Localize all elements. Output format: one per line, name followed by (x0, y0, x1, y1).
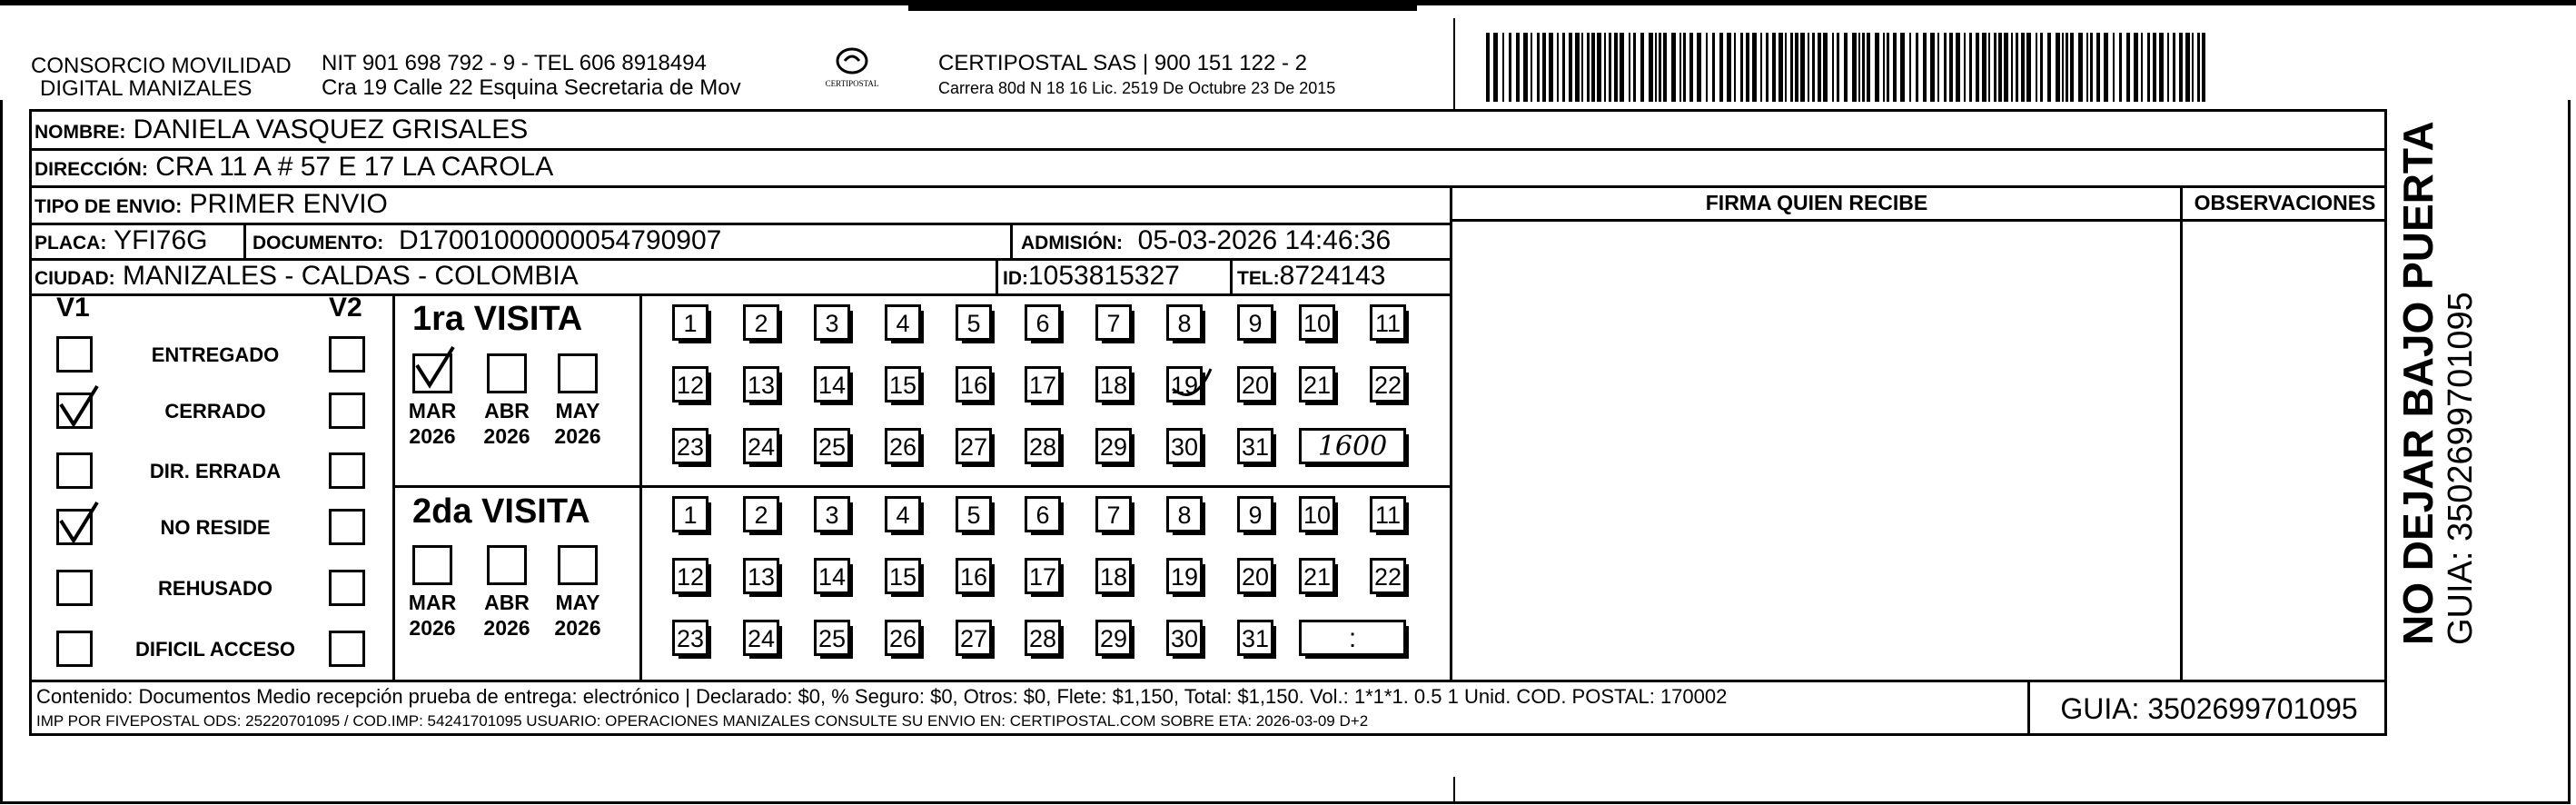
barcode-bar (1909, 33, 1911, 102)
day-box[interactable]: 21 (1299, 558, 1335, 594)
day-box[interactable]: 21 (1299, 366, 1335, 402)
day-box[interactable]: 28 (1025, 620, 1061, 656)
barcode-bar (1649, 33, 1653, 102)
barcode-bar (1862, 33, 1865, 102)
barcode-bar (1976, 33, 1979, 102)
barcode-bar (2090, 33, 2093, 102)
divider-guia-box (2027, 680, 2030, 736)
month-label: ABR (484, 399, 530, 422)
barcode-bar (1887, 33, 1889, 102)
barcode-bar (2086, 33, 2088, 102)
barcode-bar (1988, 33, 1990, 102)
barcode-bar (1746, 33, 1749, 102)
barcode-bar (1795, 33, 1798, 102)
day-box[interactable]: 25 (814, 428, 850, 464)
barcode-bar (1964, 33, 1966, 102)
time-box[interactable]: 1600 (1299, 428, 1406, 464)
divider-obs (2180, 185, 2183, 681)
v2-label: V2 (329, 293, 362, 323)
day-box[interactable]: 8 (1166, 496, 1203, 532)
v2-checkbox[interactable] (329, 631, 365, 667)
barcode-bar (1900, 33, 1905, 102)
barcode-bar (2173, 33, 2175, 102)
barcode-bar (1837, 33, 1839, 102)
v2-checkbox[interactable] (329, 393, 365, 429)
barcode-bar (1734, 33, 1736, 102)
divider-visits (392, 485, 1451, 488)
barcode-bar (1727, 33, 1731, 102)
barcode-bar (2185, 33, 2190, 102)
divider-left-right (1450, 185, 1452, 681)
year-label: 2026 (409, 616, 456, 640)
direccion-value: CRA 11 A # 57 E 17 LA CAROLA (155, 152, 554, 182)
barcode-bar (1956, 33, 1960, 102)
month-label: MAR (408, 399, 457, 422)
company-name: CONSORCIO MOVILIDAD DIGITAL MANIZALES (31, 54, 292, 101)
barcode-bar (2021, 33, 2025, 102)
day-box[interactable]: 17 (1025, 558, 1061, 594)
day-box[interactable]: 14 (814, 558, 850, 594)
barcode-bar (1893, 33, 1897, 102)
barcode-bar (1923, 33, 1927, 102)
day-box[interactable]: 19 (1166, 558, 1203, 594)
year-label: 2026 (409, 424, 456, 448)
day-box[interactable]: 7 (1095, 496, 1132, 532)
barcode-bar (1937, 33, 1939, 102)
day-box[interactable]: 11 (1370, 496, 1406, 532)
barcode-bar (2126, 33, 2130, 102)
status-option-label: NO RESIDE (160, 516, 271, 539)
fold-line (1453, 18, 1455, 109)
barcode-bar (1883, 33, 1885, 102)
barcode-bar (1790, 33, 1793, 102)
day-box[interactable]: 26 (885, 428, 921, 464)
divider-placa-doc (243, 223, 246, 258)
barcode-bar (2153, 33, 2156, 102)
barcode-bar (1752, 33, 1757, 102)
v1-checkbox[interactable] (56, 336, 93, 373)
day-box[interactable]: 22 (1370, 558, 1406, 594)
v2-checkbox[interactable] (329, 570, 365, 606)
barcode-bar (1818, 33, 1821, 102)
day-box[interactable]: 27 (956, 620, 992, 656)
barcode-bar (1916, 33, 1918, 102)
month-label: MAY (555, 591, 600, 614)
barcode-bar (2062, 33, 2064, 102)
barcode-bar (2202, 33, 2205, 102)
divider-ciudad-id (996, 258, 998, 293)
barcode-bar (1629, 33, 1630, 102)
barcode-bar (1949, 33, 1953, 102)
barcode-bar (1633, 33, 1636, 102)
month-label: ABR (484, 591, 530, 614)
month-checkbox[interactable] (558, 545, 598, 585)
day-box[interactable]: 10 (1299, 496, 1335, 532)
barcode-bar (1620, 33, 1624, 102)
nit-tel: NIT 901 698 792 - 9 - TEL 606 8918494 (322, 51, 707, 75)
barcode-bar (1671, 33, 1676, 102)
year-label: 2026 (483, 424, 530, 448)
year-label: 2026 (554, 424, 601, 448)
barcode-bar (1523, 33, 1528, 102)
status-option-label: ENTREGADO (151, 343, 280, 366)
day-box[interactable]: 23 (672, 428, 708, 464)
year-label: 2026 (483, 616, 530, 640)
barcode-bar (1609, 33, 1611, 102)
day-box[interactable]: 1 (672, 496, 708, 532)
day-box[interactable]: 3 (814, 496, 850, 532)
barcode-bar (2056, 33, 2060, 102)
barcode-bar (1486, 33, 1490, 102)
row-tipo: TIPO DE ENVIO: PRIMER ENVIO (35, 189, 388, 219)
status-option-label: CERRADO (164, 400, 266, 422)
line-firma-head (1451, 219, 2387, 222)
year-label: 2026 (554, 616, 601, 640)
footer-contenido: Contenido: Documentos Medio recepción prueba de entrega: electrónico | Declarado: $0, % Seguro: $0, Otros: $0, Flete: $1,150, Total: $1,150. Vol.: 1*1*1. 0.5 1 Unid. COD. POSTAL: 170002 (36, 685, 1728, 708)
barcode-bar (2036, 33, 2037, 102)
barcode-bar (1930, 33, 1935, 102)
barcode-bar (2134, 33, 2138, 102)
day-box[interactable]: 20 (1237, 558, 1273, 594)
id-cell: ID:1053815327 (1003, 261, 1180, 291)
placa-cell: PLACA: YFI76G (35, 225, 208, 255)
barcode-bar (1740, 33, 1743, 102)
day-box[interactable]: 22 (1370, 366, 1406, 402)
barcode-bar (1697, 33, 1701, 102)
day-box[interactable]: 7 (1095, 304, 1132, 341)
barcode-bar (1844, 33, 1848, 102)
barcode-bar (1706, 33, 1708, 102)
barcode-bar (1852, 33, 1857, 102)
barcode-bar (1760, 33, 1762, 102)
barcode-bar (1982, 33, 1986, 102)
day-box[interactable]: 17 (1025, 366, 1061, 402)
certipostal-address: Carrera 80d N 18 16 Lic. 2519 De Octubre 23 De 2015 (938, 79, 1336, 97)
barcode-bar (2026, 33, 2031, 102)
ciudad-value: MANIZALES - CALDAS - COLOMBIA (123, 261, 579, 291)
firma-label: FIRMA QUIEN RECIBE (1705, 191, 1928, 214)
barcode-bar (1614, 33, 1618, 102)
barcode-bar (1858, 33, 1860, 102)
admision-cell: ADMISIÓN: 05-03-2026 14:46:36 (1021, 225, 1392, 255)
barcode-bar (2078, 33, 2083, 102)
tel-cell: TEL:8724143 (1237, 261, 1386, 291)
day-box[interactable]: 8 (1166, 304, 1203, 341)
barcode-bar (2197, 33, 2200, 102)
barcode-bar (1679, 33, 1681, 102)
barcode-bar (1712, 33, 1715, 102)
day-box[interactable]: 24 (743, 428, 779, 464)
second-visit-label: 2da VISITA (412, 492, 590, 531)
barcode-bar (1509, 33, 1511, 102)
barcode-bar (2104, 33, 2108, 102)
status-option-label: DIFICIL ACCESO (134, 638, 295, 661)
day-box[interactable]: 3 (814, 304, 850, 341)
nombre-value: DANIELA VASQUEZ GRISALES (133, 114, 529, 144)
v1-checkbox-checked[interactable] (56, 393, 93, 429)
day-box[interactable]: 25 (814, 620, 850, 656)
logo-icon (834, 47, 870, 75)
barcode-bar (2070, 33, 2074, 102)
month-checkbox[interactable] (558, 353, 598, 393)
day-box[interactable]: 26 (885, 620, 921, 656)
day-box[interactable]: 15 (885, 558, 921, 594)
barcode-bar (2016, 33, 2018, 102)
barcode-bar (2167, 33, 2169, 102)
line-nombre (29, 148, 2387, 151)
barcode-bar (1640, 33, 1644, 102)
day-box[interactable]: 18 (1095, 366, 1132, 402)
day-box[interactable]: 15 (885, 366, 921, 402)
day-box[interactable]: 12 (672, 366, 708, 402)
barcode-bar (1766, 33, 1769, 102)
v1-checkbox[interactable] (56, 570, 93, 606)
row-direccion: DIRECCIÓN: CRA 11 A # 57 E 17 LA CAROLA (35, 152, 554, 182)
day-box[interactable]: 9 (1237, 304, 1273, 341)
day-box[interactable]: 30 (1166, 620, 1203, 656)
barcode-bar (2147, 33, 2150, 102)
barcode-bar (2159, 33, 2164, 102)
barcode-bar (2066, 33, 2068, 102)
admision-value: 05-03-2026 14:46:36 (1137, 225, 1392, 255)
barcode-bar (2040, 33, 2043, 102)
barcode-bar (2141, 33, 2143, 102)
barcode-bar (2119, 33, 2122, 102)
guia-box-text: GUIA: 3502699701095 (2060, 692, 2358, 725)
month-checkbox[interactable] (487, 545, 527, 585)
day-box[interactable]: 2 (743, 304, 779, 341)
day-box[interactable]: 10 (1299, 304, 1335, 341)
day-box[interactable]: 23 (672, 620, 708, 656)
day-box[interactable]: 30 (1166, 428, 1203, 464)
barcode-bar (1944, 33, 1947, 102)
day-box[interactable]: 9 (1237, 496, 1273, 532)
footer-imp: IMP POR FIVEPOSTAL ODS: 25220701095 / COD.IMP: 54241701095 USUARIO: OPERACIONES MANIZALES CONSULTE SU ENVIO EN: CERTIPOSTAL.COM SOBRE ETA: 2026-03-09 D+2 (36, 712, 1369, 730)
barcode-bar (2096, 33, 2100, 102)
barcode-bar (1867, 33, 1870, 102)
barcode-bar (1655, 33, 1657, 102)
barcode-bar (1575, 33, 1580, 102)
v1-checkbox[interactable] (56, 631, 93, 667)
barcode-bar (1557, 33, 1559, 102)
day-box[interactable]: 13 (743, 558, 779, 594)
v2-checkbox[interactable] (329, 509, 365, 545)
time-box[interactable]: : (1299, 620, 1406, 656)
barcode-bar (1719, 33, 1723, 102)
day-box[interactable]: 4 (885, 496, 921, 532)
day-box[interactable]: 24 (743, 620, 779, 656)
barcode-bar (2113, 33, 2115, 102)
v1-checkbox[interactable] (56, 452, 93, 489)
barcode-bar (1663, 33, 1667, 102)
barcode-bar (1683, 33, 1686, 102)
placa-value: YFI76G (114, 225, 208, 255)
barcode-bar (1549, 33, 1553, 102)
v2-checkbox[interactable] (329, 452, 365, 489)
barcode-bar (1542, 33, 1546, 102)
line-direccion (29, 185, 2387, 188)
day-box[interactable]: 6 (1025, 496, 1061, 532)
v2-checkbox[interactable] (329, 336, 365, 373)
day-box[interactable]: 1 (672, 304, 708, 341)
day-box[interactable]: 14 (814, 366, 850, 402)
month-label: MAR (408, 591, 457, 614)
barcode-bar (1689, 33, 1693, 102)
month-label: MAY (555, 399, 600, 422)
barcode-bar (1800, 33, 1805, 102)
first-visit-label: 1ra VISITA (412, 300, 583, 338)
day-box[interactable]: 31 (1237, 428, 1273, 464)
day-box[interactable]: 16 (956, 366, 992, 402)
barcode-bar (2047, 33, 2051, 102)
side-text (2394, 121, 2480, 645)
day-box[interactable]: 2 (743, 496, 779, 532)
certipostal-line: CERTIPOSTAL SAS | 900 151 122 - 2 (938, 51, 1307, 75)
documento-cell: DOCUMENTO: D17001000000054790907 (253, 225, 722, 255)
v1-label: V1 (56, 293, 90, 323)
barcode-bar (1516, 33, 1520, 102)
day-box[interactable]: 18 (1095, 558, 1132, 594)
barcode-bar (2179, 33, 2183, 102)
barcode-bar (1969, 33, 1972, 102)
month-checkbox[interactable] (487, 353, 527, 393)
tipo-value: PRIMER ENVIO (189, 189, 388, 219)
divider-id-tel (1230, 258, 1233, 293)
day-box[interactable]: 29 (1095, 428, 1132, 464)
day-box[interactable]: 12 (672, 558, 708, 594)
company-address: Cra 19 Calle 22 Esquina Secretaria de Mov (322, 75, 741, 100)
day-box[interactable]: 27 (956, 428, 992, 464)
barcode-bar (2011, 33, 2013, 102)
barcode-bar (1832, 33, 1834, 102)
barcode-bar (1562, 33, 1565, 102)
status-option-label: REHUSADO (158, 577, 272, 600)
v1-checkbox-checked[interactable] (56, 509, 93, 545)
day-box[interactable]: 11 (1370, 304, 1406, 341)
barcode-bar (1823, 33, 1828, 102)
month-checkbox-checked[interactable] (412, 353, 452, 393)
barcode-bar (1597, 33, 1601, 102)
barcode-bar (1808, 33, 1809, 102)
barcode-bar (1772, 33, 1776, 102)
barcode-bar (1587, 33, 1590, 102)
row-nombre: NOMBRE: DANIELA VASQUEZ GRISALES (35, 114, 529, 144)
barcode-bar (2192, 33, 2194, 102)
barcode (1486, 33, 2213, 105)
barcode-bar (1531, 33, 1532, 102)
barcode-bar (1604, 33, 1606, 102)
day-box[interactable]: 31 (1237, 620, 1273, 656)
certipostal-logo: CERTIPOSTAL (816, 47, 888, 88)
month-checkbox[interactable] (412, 545, 452, 585)
day-box[interactable]: 4 (885, 304, 921, 341)
ciudad-cell: CIUDAD: MANIZALES - CALDAS - COLOMBIA (35, 261, 579, 291)
tel-value: 8724143 (1279, 261, 1386, 291)
side-guia: GUIA: 3502699701095 (2442, 292, 2480, 645)
day-box[interactable]: 16 (956, 558, 992, 594)
barcode-bar (1581, 33, 1583, 102)
no-dejar-bajo-puerta: NO DEJAR BAJO PUERTA (2394, 121, 2442, 645)
barcode-bar (1875, 33, 1879, 102)
barcode-bar (1998, 33, 2002, 102)
day-box[interactable]: 28 (1025, 428, 1061, 464)
line-footer (29, 680, 2387, 682)
barcode-bar (1493, 33, 1498, 102)
day-box[interactable]: 13 (743, 366, 779, 402)
barcode-bar (1812, 33, 1815, 102)
day-box[interactable]: 29 (1095, 620, 1132, 656)
barcode-bar (1537, 33, 1540, 102)
divider-doc-adm (1010, 223, 1013, 258)
day-box[interactable]: 5 (956, 496, 992, 532)
day-box[interactable]: 6 (1025, 304, 1061, 341)
barcode-bar (1778, 33, 1783, 102)
top-edge-dark (908, 0, 1417, 11)
barcode-bar (1785, 33, 1787, 102)
day-box[interactable]: 5 (956, 304, 992, 341)
barcode-bar (1994, 33, 1996, 102)
barcode-bar (2004, 33, 2008, 102)
barcode-bar (1502, 33, 1504, 102)
barcode-bar (1591, 33, 1595, 102)
observaciones-label: OBSERVACIONES (2194, 191, 2376, 214)
day-box[interactable]: 19 (1166, 366, 1203, 402)
day-box[interactable]: 20 (1237, 366, 1273, 402)
barcode-bar (1569, 33, 1572, 102)
documento-value: D17001000000054790907 (398, 225, 722, 255)
status-option-label: DIR. ERRADA (149, 460, 282, 482)
barcode-bar (1659, 33, 1661, 102)
id-value: 1053815327 (1028, 261, 1180, 291)
